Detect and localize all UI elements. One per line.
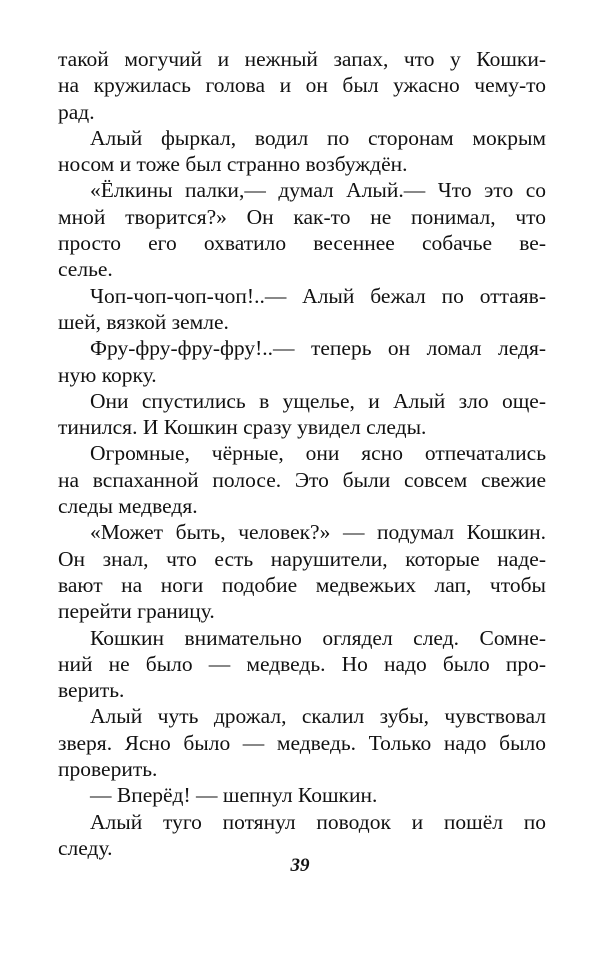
- text-line: проверить.: [58, 757, 158, 782]
- book-page-text: [58, 46, 546, 861]
- text-line: носом и тоже был странно возбуждён.: [58, 152, 408, 177]
- text-line: вают на ноги подобие медвежьих лап, чтобы: [58, 572, 546, 597]
- text-line: зверя. Ясно было — медведь. Только надо было: [58, 730, 546, 755]
- text-line: Алый фыркал, водил по сторонам мокрым: [90, 125, 546, 150]
- text-line: на кружилась голова и он был ужасно чему-то: [58, 73, 546, 98]
- text-line: «Может быть, человек?» — подумал Кошкин.: [90, 520, 546, 545]
- text-line: Алый туго потянул поводок и пошёл по: [90, 809, 546, 834]
- text-line: Алый чуть дрожал, скалил зубы, чувствовал: [90, 704, 546, 729]
- text-line: Чоп-чоп-чоп-чоп!..— Алый бежал по оттаяв-: [90, 283, 546, 308]
- text-line: такой могучий и нежный запах, что у Кошки-: [58, 47, 546, 71]
- text-line: Они спустились в ущелье, и Алый зло още-: [90, 388, 546, 413]
- text-line: ную корку.: [58, 362, 157, 387]
- text-line: на вспаханной полосе. Это были совсем свежие: [58, 467, 546, 492]
- text-line: мной творится?» Он как-то не понимал, что: [58, 204, 546, 229]
- text-line: следу.: [58, 835, 113, 860]
- text-line: рад.: [58, 99, 95, 124]
- text-line: шей, вязкой земле.: [58, 309, 229, 334]
- text-line: верить.: [58, 678, 125, 703]
- text-line: перейти границу.: [58, 599, 215, 624]
- text-line: просто его охватило весеннее собачье ве-: [58, 231, 546, 256]
- text-line: Огромные, чёрные, они ясно отпечатались: [90, 441, 546, 466]
- text-line: «Ёлкины палки,— думал Алый.— Что это со: [90, 178, 546, 203]
- text-line: следы медведя.: [58, 494, 198, 519]
- text-line: селье.: [58, 257, 113, 282]
- text-line: тинился. И Кошкин сразу увидел следы.: [58, 415, 427, 440]
- text-line: ний не было — медведь. Но надо было про-: [58, 651, 546, 676]
- text-line: — Вперёд! — шепнул Кошкин.: [90, 783, 378, 808]
- text-line: Он знал, что есть нарушители, которые наде-: [58, 546, 546, 571]
- text-line: Кошкин внимательно оглядел след. Сомне-: [90, 625, 546, 650]
- text-line: Фру-фру-фру-фру!..— теперь он ломал ледя-: [90, 336, 546, 361]
- page-number: 39: [290, 855, 310, 876]
